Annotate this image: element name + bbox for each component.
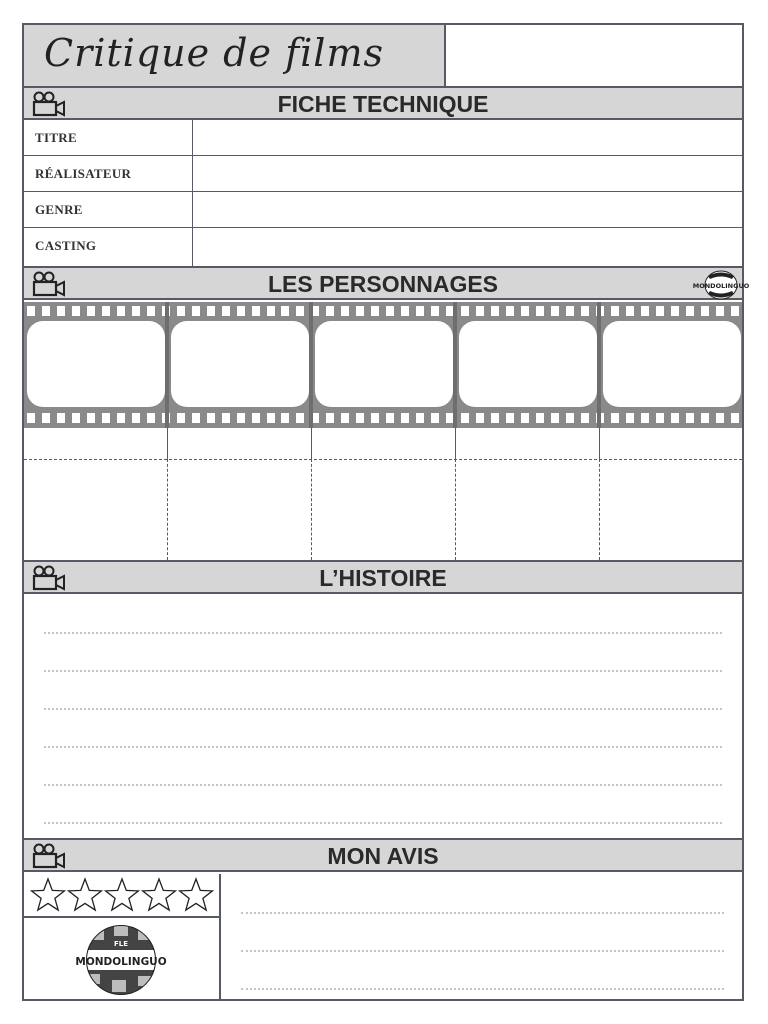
film-perforation [72, 306, 80, 316]
film-perforation [42, 413, 50, 423]
film-perforation [431, 413, 439, 423]
film-perforation [147, 413, 155, 423]
film-perforations-top [27, 306, 739, 317]
title-cell [24, 25, 446, 88]
film-perforation [326, 306, 334, 316]
film-perforation [506, 306, 514, 316]
character-frame-5[interactable] [603, 321, 741, 407]
section-title: FICHE TECHNIQUE [277, 91, 489, 117]
film-perforation [371, 413, 379, 423]
film-perforation [72, 413, 80, 423]
film-perforation [401, 413, 409, 423]
film-perforation [536, 306, 544, 316]
mondolinguo-logo [75, 924, 167, 996]
film-strip [24, 302, 742, 428]
film-perforation [701, 413, 709, 423]
film-perforation [491, 413, 499, 423]
star-outline-icon[interactable] [67, 877, 103, 913]
star-outline-icon[interactable] [141, 877, 177, 913]
star-rating[interactable] [24, 874, 221, 918]
film-perforation [686, 413, 694, 423]
film-perforations-bottom [27, 413, 739, 424]
film-perforation [506, 413, 514, 423]
film-perforation [671, 413, 679, 423]
writing-line [44, 746, 722, 748]
film-perforation [551, 306, 559, 316]
film-perforation [461, 413, 469, 423]
film-perforation [281, 306, 289, 316]
writing-line [241, 988, 724, 990]
divider [167, 428, 168, 459]
divider [192, 192, 193, 227]
name-line [24, 459, 742, 460]
film-perforation [656, 306, 664, 316]
section-title: L’HISTOIRE [319, 565, 447, 591]
character-frame-3[interactable] [315, 321, 453, 407]
row-label: GENRE [35, 202, 83, 217]
divider [311, 428, 312, 459]
film-perforation [461, 306, 469, 316]
film-perforation [551, 413, 559, 423]
divider [167, 459, 168, 560]
film-perforation [731, 413, 739, 423]
character-frame-1[interactable] [27, 321, 165, 407]
film-perforation [386, 306, 394, 316]
film-perforation [341, 413, 349, 423]
film-perforation [416, 413, 424, 423]
divider [192, 120, 193, 155]
character-frame-4[interactable] [459, 321, 597, 407]
film-perforation [192, 306, 200, 316]
film-perforation [177, 306, 185, 316]
opinion-writing-area[interactable] [221, 874, 742, 1001]
film-perforation [371, 306, 379, 316]
film-perforation [356, 306, 364, 316]
character-frame-2[interactable] [171, 321, 309, 407]
film-perforation [356, 413, 364, 423]
film-perforation [521, 413, 529, 423]
film-perforation [521, 306, 529, 316]
film-perforation [132, 413, 140, 423]
writing-line [44, 670, 722, 672]
film-separator [309, 302, 313, 428]
film-perforation [401, 306, 409, 316]
title-blank-field[interactable] [446, 25, 742, 88]
row-label: RÉALISATEUR [35, 166, 132, 181]
film-perforation [177, 413, 185, 423]
film-review-worksheet [22, 23, 750, 1001]
film-perforation [147, 306, 155, 316]
film-perforation [27, 306, 35, 316]
film-perforation [386, 413, 394, 423]
mondolinguo-mini-logo-icon [692, 270, 750, 300]
film-perforation [267, 413, 275, 423]
film-perforation [252, 413, 260, 423]
film-perforation [296, 306, 304, 316]
fiche-row-casting[interactable] [24, 228, 742, 266]
section-title: MON AVIS [327, 843, 439, 869]
film-perforation [252, 306, 260, 316]
film-separator [453, 302, 457, 428]
film-perforation [57, 413, 65, 423]
film-perforation [102, 306, 110, 316]
film-perforation [626, 413, 634, 423]
film-perforation [281, 413, 289, 423]
film-perforation [42, 306, 50, 316]
row-label: TITRE [35, 130, 77, 145]
writing-line [241, 912, 724, 914]
film-perforation [57, 306, 65, 316]
film-perforation [267, 306, 275, 316]
divider [192, 156, 193, 191]
film-perforation [87, 306, 95, 316]
writing-line [44, 784, 722, 786]
divider [192, 228, 193, 266]
film-separator [597, 302, 601, 428]
film-perforation [581, 306, 589, 316]
logo-small-text: FLE [113, 940, 129, 948]
film-perforation [671, 306, 679, 316]
writing-line [44, 708, 722, 710]
divider [455, 428, 456, 459]
film-perforation [326, 413, 334, 423]
svg-text:MONDOLINGUO: MONDOLINGUO [692, 282, 750, 290]
section-title: LES PERSONNAGES [267, 271, 499, 297]
film-perforation [566, 306, 574, 316]
writing-line [241, 950, 724, 952]
film-perforation [117, 413, 125, 423]
writing-line [44, 822, 722, 824]
logo-text: MONDOLINGUO [75, 956, 167, 968]
section-header-histoire [24, 560, 742, 594]
film-perforation [581, 413, 589, 423]
film-perforation [222, 306, 230, 316]
film-perforation [716, 306, 724, 316]
film-perforation [87, 413, 95, 423]
film-perforation [476, 413, 484, 423]
film-perforation [611, 306, 619, 316]
film-perforation [237, 306, 245, 316]
divider [599, 428, 600, 459]
character-details-grid [24, 428, 742, 560]
film-perforation [626, 306, 634, 316]
film-perforation [207, 413, 215, 423]
writing-line [44, 632, 722, 634]
film-perforation [237, 413, 245, 423]
film-perforation [611, 413, 619, 423]
film-perforation [686, 306, 694, 316]
film-perforation [192, 413, 200, 423]
fiche-row-titre[interactable] [24, 120, 742, 156]
film-perforation [536, 413, 544, 423]
page-title: Critique de films [44, 31, 384, 75]
film-perforation [102, 413, 110, 423]
film-perforation [656, 413, 664, 423]
section-header-fiche-technique [24, 86, 742, 120]
film-perforation [117, 306, 125, 316]
film-perforation [296, 413, 304, 423]
film-perforation [641, 413, 649, 423]
row-label: CASTING [35, 238, 97, 253]
fiche-row-genre[interactable] [24, 192, 742, 228]
star-outline-icon[interactable] [104, 877, 140, 913]
divider [455, 459, 456, 560]
film-perforation [341, 306, 349, 316]
film-perforation [132, 306, 140, 316]
film-perforation [431, 306, 439, 316]
film-perforation [731, 306, 739, 316]
film-perforation [716, 413, 724, 423]
section-header-personnages [24, 266, 750, 300]
divider [599, 459, 600, 560]
section-header-mon-avis [24, 838, 742, 872]
film-perforation [491, 306, 499, 316]
film-perforation [416, 306, 424, 316]
fiche-row-realisateur[interactable] [24, 156, 742, 192]
logo-cell [24, 918, 221, 1001]
film-perforation [641, 306, 649, 316]
film-perforation [222, 413, 230, 423]
film-perforation [701, 306, 709, 316]
film-perforation [566, 413, 574, 423]
star-outline-icon[interactable] [30, 877, 66, 913]
film-separator [165, 302, 169, 428]
film-perforation [27, 413, 35, 423]
film-perforation [207, 306, 215, 316]
film-perforation [476, 306, 484, 316]
star-outline-icon[interactable] [178, 877, 214, 913]
divider [311, 459, 312, 560]
story-writing-area[interactable] [24, 596, 742, 837]
